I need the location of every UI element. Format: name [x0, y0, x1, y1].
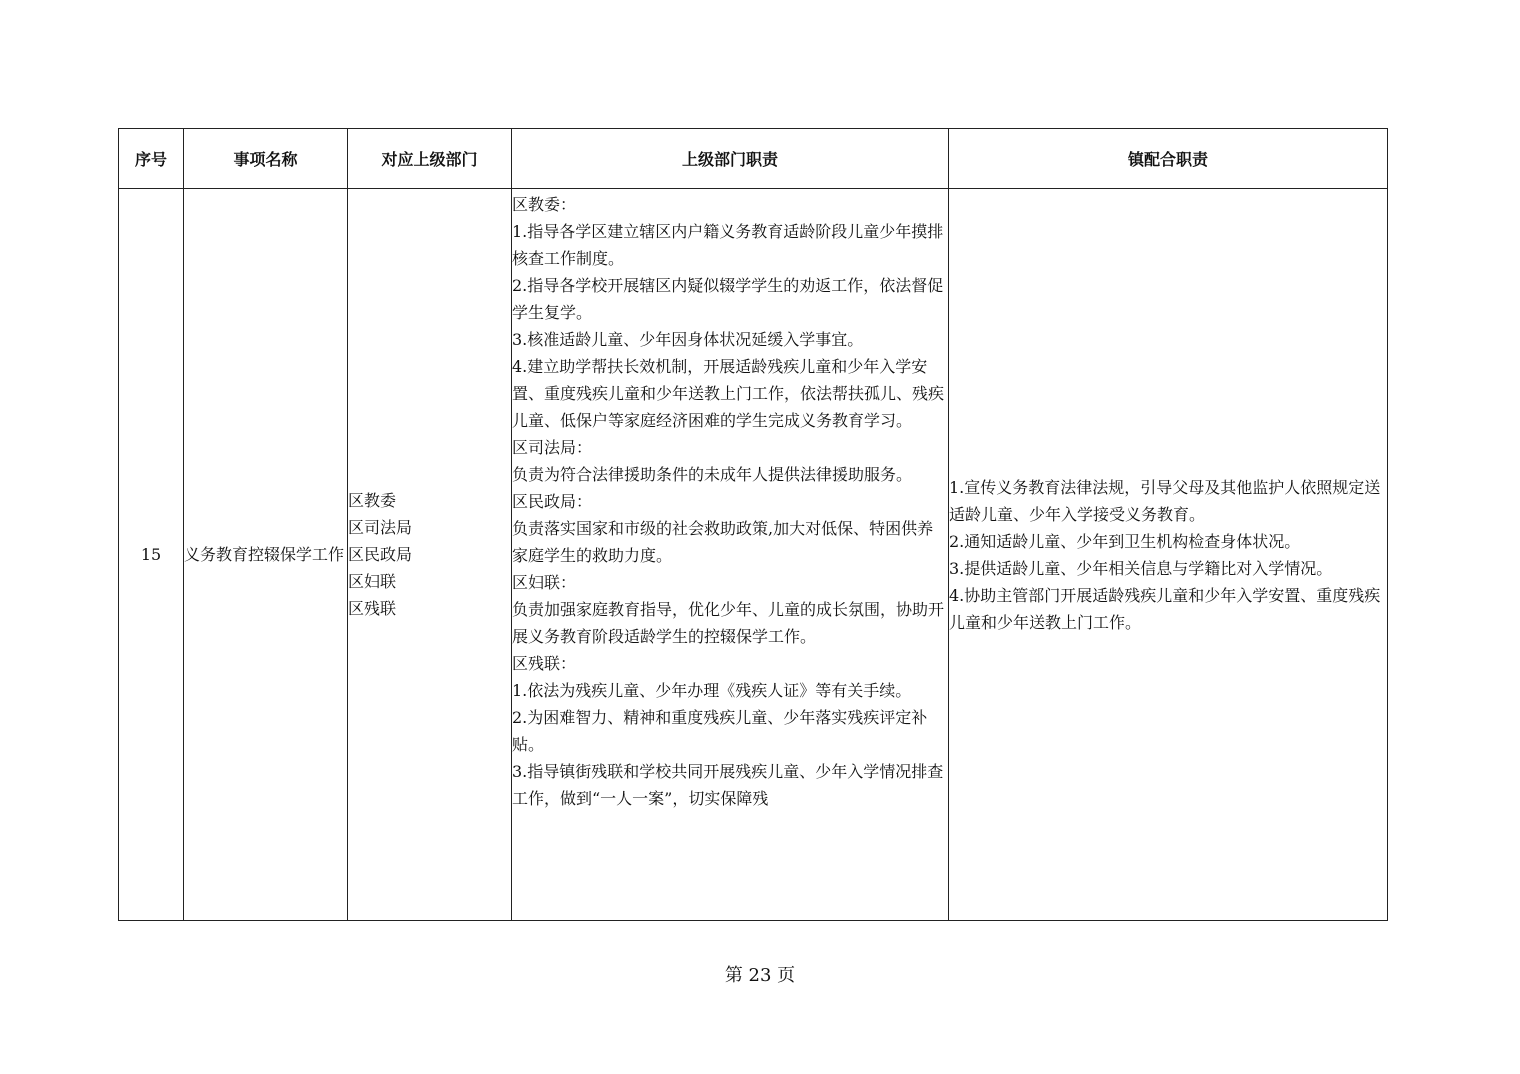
duty-paragraph: 4.建立助学帮扶长效机制，开展适龄残疾儿童和少年入学安置、重度残疾儿童和少年送教上门工作，依法帮扶孤儿、残疾儿童、低保户等家庭经济困难的学生完成义务教育学习。: [512, 357, 945, 430]
header-upper-duty: 上级部门职责: [512, 129, 949, 189]
duty-paragraph: 1.依法为残疾儿童、少年办理《残疾人证》等有关手续。: [512, 681, 912, 700]
duty-paragraph: 区民政局：: [512, 492, 593, 511]
town-duty-paragraph: 3.提供适龄儿童、少年相关信息与学籍比对入学情况。: [949, 558, 1333, 578]
cell-departments: [348, 189, 512, 921]
dept-line: 区教委: [348, 491, 397, 510]
duty-paragraph: 3.核准适龄儿童、少年因身体状况延缓入学事宜。: [512, 330, 864, 349]
header-dept: 对应上级部门: [348, 129, 512, 189]
header-row: [119, 129, 1388, 189]
dept-line: 区残联: [348, 599, 397, 618]
header-town-duty: 镇配合职责: [949, 129, 1388, 189]
duty-paragraph: 区教委：: [512, 195, 577, 214]
duty-paragraph: 区妇联：: [512, 573, 577, 592]
cell-item-name: 义务教育控辍保学工作: [184, 189, 348, 921]
duty-paragraph: 区残联：: [512, 654, 577, 673]
duty-paragraph: 2.为困难智力、精神和重度残疾儿童、少年落实残疾评定补贴。: [512, 708, 928, 754]
duty-paragraph: 负责落实国家和市级的社会救助政策,加大对低保、特困供养家庭学生的救助力度。: [512, 519, 934, 565]
table-row: [119, 189, 1388, 921]
duty-paragraph: 区司法局：: [512, 438, 593, 457]
header-item-name: 事项名称: [184, 129, 348, 189]
town-duty-paragraph: 4.协助主管部门开展适龄残疾儿童和少年入学安置、重度残疾儿童和少年送教上门工作。: [949, 585, 1381, 632]
cell-seq: 15: [119, 189, 184, 921]
header-seq: 序号: [119, 129, 184, 189]
cell-town-duty: [949, 189, 1388, 921]
duty-paragraph: 2.指导各学校开展辖区内疑似辍学学生的劝返工作，依法督促学生复学。: [512, 276, 944, 322]
dept-line: 区司法局: [348, 518, 413, 537]
town-duty-paragraph: 1.宣传义务教育法律法规，引导父母及其他监护人依照规定送适龄儿童、少年入学接受义务教育。: [949, 477, 1381, 524]
duty-paragraph: 1.指导各学区建立辖区内户籍义务教育适龄阶段儿童少年摸排核查工作制度。: [512, 222, 944, 268]
page-number: 第 23 页: [724, 965, 796, 986]
cell-upper-duty: [512, 189, 949, 921]
duty-paragraph: 3.指导镇街残联和学校共同开展残疾儿童、少年入学情况排查工作，做到“一人一案”，切实保障残: [512, 762, 944, 808]
dept-line: 区民政局: [348, 545, 413, 564]
town-duty-paragraph: 2.通知适龄儿童、少年到卫生机构检查身体状况。: [949, 531, 1301, 551]
duty-paragraph: 负责加强家庭教育指导，优化少年、儿童的成长氛围，协助开展义务教育阶段适龄学生的控辍保学工作。: [512, 600, 945, 646]
dept-line: 区妇联: [348, 572, 397, 591]
duty-table: [118, 128, 1388, 921]
duty-paragraph: 负责为符合法律援助条件的未成年人提供法律援助服务。: [512, 465, 913, 484]
